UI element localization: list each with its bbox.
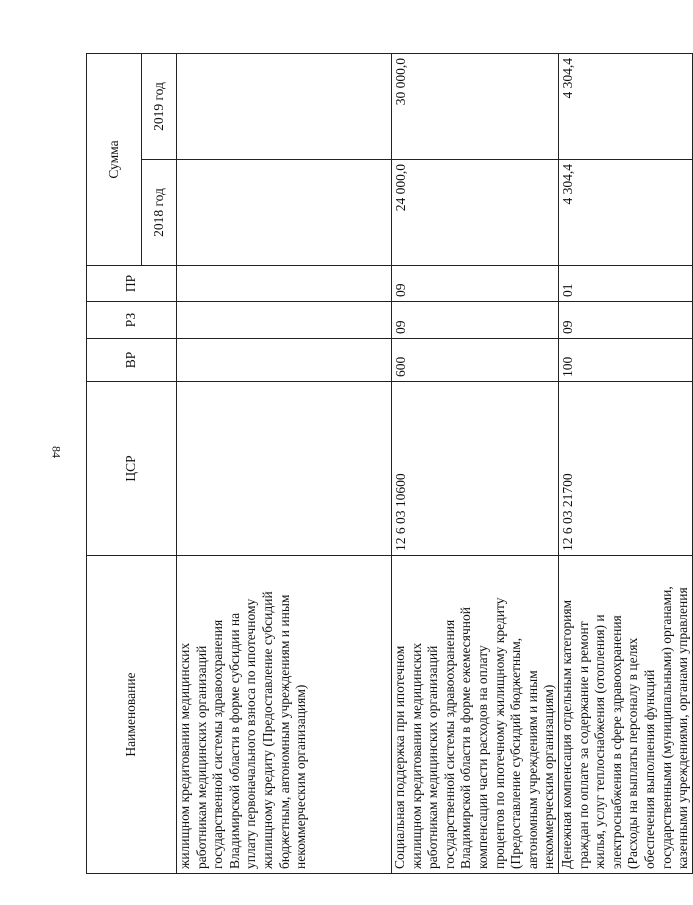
rotated-page-content: [86, 54, 691, 874]
header-2018: 2018 год: [142, 160, 177, 266]
row-name: [177, 556, 392, 874]
row-rz: 09: [392, 302, 559, 339]
row-csr: 12 6 03 10600: [392, 382, 559, 556]
row-name-text: жилищном кредитовании медицинских работникам медицинских организаций государственной системы здравоохранения Владимирской области в форме субсидии на уплату первоначального взноса по ипотечному жилищному кредиту (Предоставление субсидий бюджетным, автономным учреждениям и иным некоммерческим организациям): [177, 591, 309, 869]
row-name-text: Социальная поддержка при ипотечном жилищном кредитовании медицинских работникам медицинских организаций государственной системы здравоохранения Владимирской области в форме ежемесячной компенсации части расходов на оплату процентов по ипотечному жилищному кредиту (Предоставление субсидий бюджетным, автономным учреждениям и иным некоммерческим организациям): [392, 597, 557, 869]
table-row: [392, 53, 559, 873]
row-name: [392, 556, 559, 874]
header-rz: РЗ: [87, 302, 177, 339]
row-vr: [177, 339, 392, 382]
header-vr: ВР: [87, 339, 177, 382]
row-vr: 100: [558, 339, 692, 382]
budget-table: [86, 53, 693, 874]
row-2018: 4 304,4: [558, 160, 692, 266]
row-2019: [177, 53, 392, 159]
header-pr: ПР: [87, 266, 177, 302]
table-row: [177, 53, 392, 873]
row-vr: 600: [392, 339, 559, 382]
row-2018: 24 000,0: [392, 160, 559, 266]
row-pr: [177, 266, 392, 302]
header-csr: ЦСР: [87, 382, 177, 556]
row-2018: [177, 160, 392, 266]
row-2019: 30 000,0: [392, 53, 559, 159]
table-header-row: [87, 53, 142, 873]
row-csr: 12 6 03 21700: [558, 382, 692, 556]
row-pr: 09: [392, 266, 559, 302]
row-name-text: Денежная компенсация отдельным категориям граждан по оплате за содержание и ремонт жилья, услуг теплоснабжения (отопления) и электроснабжения в сфере здравоохранения (Расходы на выплаты персоналу в целях обеспечения выполнения функций государственными (муниципальными) органами, казенными учреждениями, органами управления: [558, 586, 691, 869]
page-number: 84: [49, 446, 64, 458]
row-rz: 09: [558, 302, 692, 339]
row-name: [558, 556, 692, 874]
row-csr: [177, 382, 392, 556]
header-2019: 2019 год: [142, 53, 177, 159]
header-sum: Сумма: [87, 53, 142, 265]
row-2019: 4 304,4: [558, 53, 692, 159]
table-row: [558, 53, 692, 873]
header-name: Наименование: [87, 556, 177, 874]
row-rz: [177, 302, 392, 339]
row-pr: 01: [558, 266, 692, 302]
